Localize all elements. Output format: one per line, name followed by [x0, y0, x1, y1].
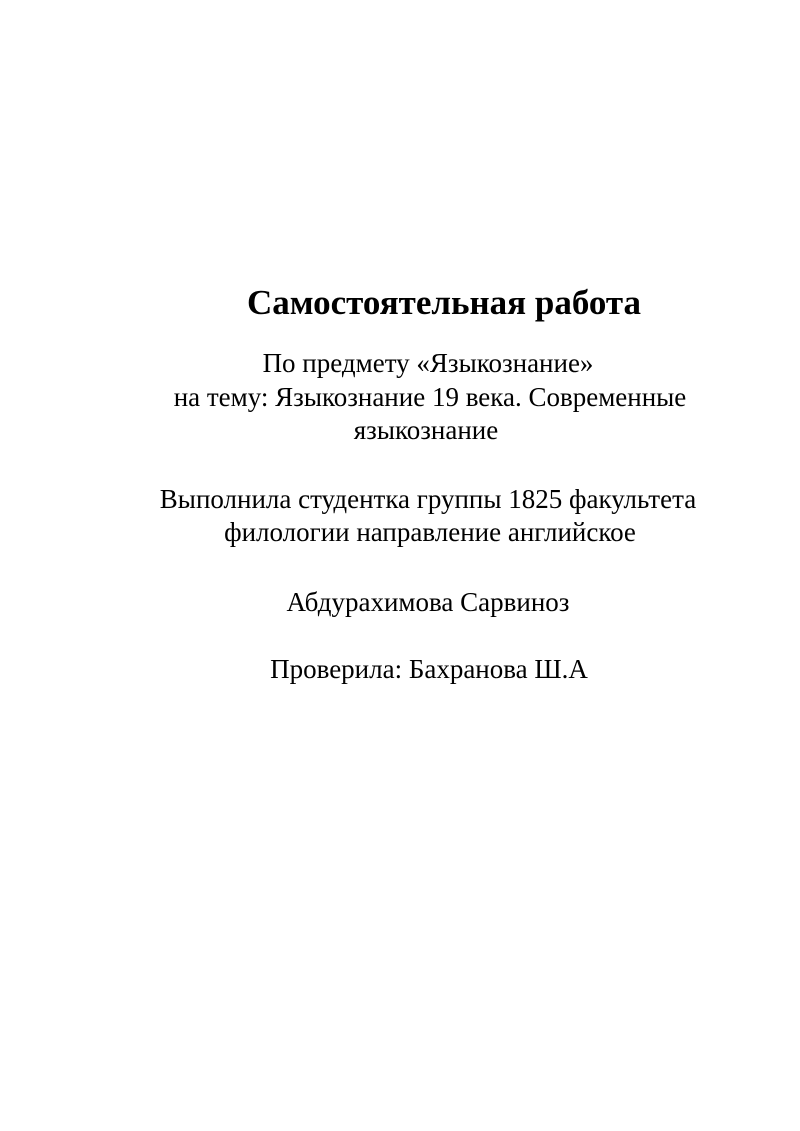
topic-line-1: на тему: Языкознание 19 века. Современные — [173, 382, 687, 412]
checked-by-line: Проверила: Бахранова Ш.А — [270, 654, 588, 684]
author-name: Абдурахимова Сарвиноз — [286, 587, 570, 617]
performer-line-2: филологии направление английское — [224, 517, 636, 547]
subject-line: По предмету «Языкознание» — [262, 348, 594, 378]
performer-line-1: Выполнила студентка группы 1825 факультета — [159, 484, 697, 514]
topic-line-2: языкознание — [353, 415, 499, 445]
document-title: Самостоятельная работа — [246, 283, 642, 322]
